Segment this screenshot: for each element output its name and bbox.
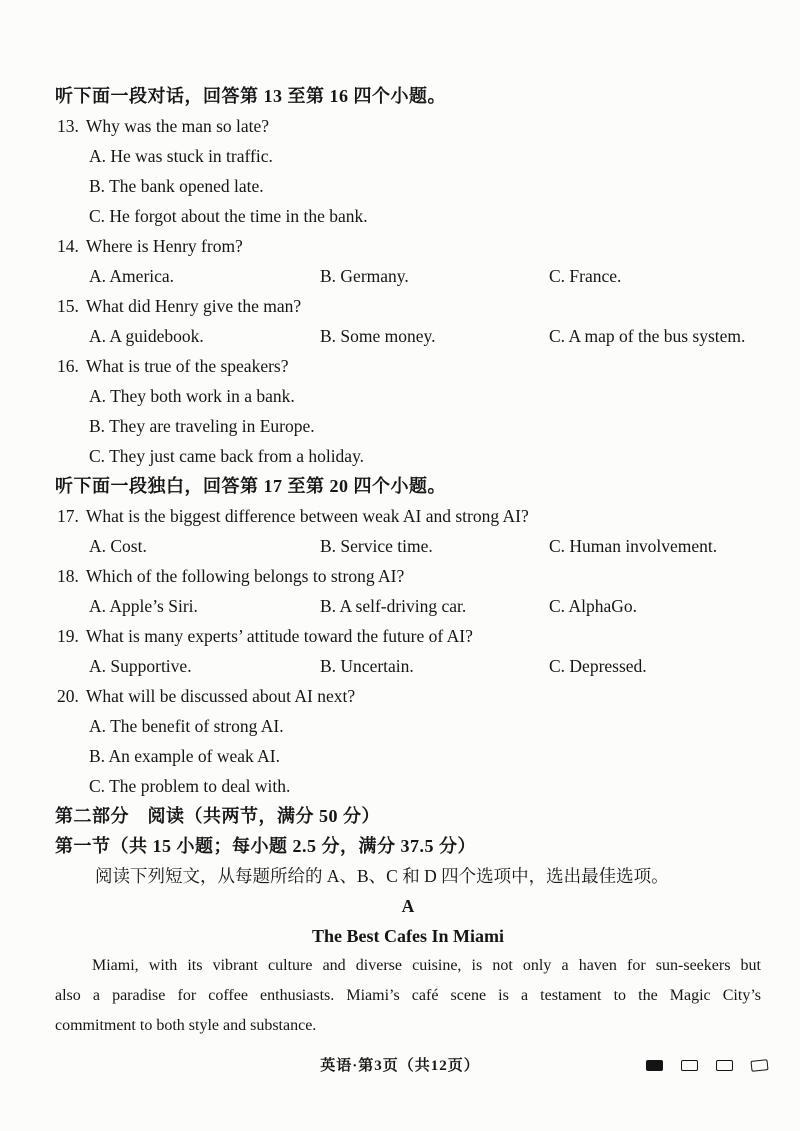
question-13-option-c: C. He forgot about the time in the bank. — [89, 206, 368, 226]
question-20-option-b: B. An example of weak AI. — [89, 746, 280, 766]
question-18-option-a: A. Apple’s Siri. — [89, 596, 198, 616]
passage-label: A — [401, 896, 415, 916]
part-two-header: 第二部分 阅读（共两节，满分 50 分） — [55, 806, 380, 826]
question-15-options — [55, 321, 761, 351]
page-number-label: 英语·第3页（共12页） — [320, 1058, 480, 1074]
reading-instruction: 阅读下列短文，从每题所给的 A、B、C 和 D 四个选项中，选出最佳选项。 — [95, 866, 669, 886]
question-14-option-c: C. France. — [549, 266, 622, 286]
question-19-text: What is many experts’ attitude toward the future of AI? — [85, 626, 473, 646]
question-20-text: What will be discussed about AI next? — [85, 686, 356, 706]
question-17-number: 17. — [57, 506, 79, 526]
question-16-number: 16. — [57, 356, 79, 376]
question-14 — [55, 231, 761, 261]
question-18-option-b: B. A self-driving car. — [320, 596, 467, 616]
passage-line-3: commitment to both style and substance. — [55, 1017, 317, 1034]
page-footer — [0, 1051, 800, 1081]
passage-line-1: Miami, with its vibrant culture and diverse cuisine, is not only a haven for sun-seekers but — [92, 957, 761, 974]
question-15-text: What did Henry give the man? — [85, 296, 302, 316]
question-20-number: 20. — [57, 686, 79, 706]
question-16-text: What is true of the speakers? — [85, 356, 289, 376]
section-one-header: 第一节（共 15 小题；每小题 2.5 分，满分 37.5 分） — [55, 836, 476, 856]
print-mark-outline-icon — [750, 1059, 768, 1072]
question-18 — [55, 561, 761, 591]
question-19-option-a: A. Supportive. — [89, 656, 192, 676]
question-20 — [55, 681, 761, 711]
question-17 — [55, 501, 761, 531]
question-17-option-c: C. Human involvement. — [549, 536, 718, 556]
question-13 — [55, 111, 761, 141]
question-19-option-b: B. Uncertain. — [320, 656, 414, 676]
question-19-options — [55, 651, 761, 681]
question-15 — [55, 291, 761, 321]
question-15-option-c: C. A map of the bus system. — [549, 326, 746, 346]
print-marks — [646, 1060, 768, 1071]
exam-content — [55, 81, 761, 1041]
question-13-text: Why was the man so late? — [85, 116, 270, 136]
question-19-option-c: C. Depressed. — [549, 656, 647, 676]
question-13-number: 13. — [57, 116, 79, 136]
question-15-option-a: A. A guidebook. — [89, 326, 204, 346]
question-19 — [55, 621, 761, 651]
question-15-option-b: B. Some money. — [320, 326, 436, 346]
question-16-option-c: C. They just came back from a holiday. — [89, 446, 365, 466]
listening-monolog-header: 听下面一段独白，回答第 17 至第 20 四个小题。 — [55, 476, 446, 496]
print-mark-outline-icon — [681, 1060, 698, 1071]
question-18-number: 18. — [57, 566, 79, 586]
question-17-option-a: A. Cost. — [89, 536, 147, 556]
question-19-number: 19. — [57, 626, 79, 646]
question-14-options — [55, 261, 761, 291]
question-13-option-a: A. He was stuck in traffic. — [89, 146, 273, 166]
question-16-option-a: A. They both work in a bank. — [89, 386, 295, 406]
question-18-options — [55, 591, 761, 621]
question-20-option-c: C. The problem to deal with. — [89, 776, 291, 796]
question-13-option-b: B. The bank opened late. — [89, 176, 264, 196]
question-17-options — [55, 531, 761, 561]
question-14-text: Where is Henry from? — [85, 236, 243, 256]
question-17-option-b: B. Service time. — [320, 536, 433, 556]
question-18-option-c: C. AlphaGo. — [549, 596, 637, 616]
question-14-option-a: A. America. — [89, 266, 175, 286]
passage-title: The Best Cafes In Miami — [312, 926, 504, 946]
question-16-option-b: B. They are traveling in Europe. — [89, 416, 315, 436]
listening-dialog-header: 听下面一段对话，回答第 13 至第 16 四个小题。 — [55, 86, 446, 106]
print-mark-outline-icon — [716, 1060, 733, 1071]
question-20-option-a: A. The benefit of strong AI. — [89, 716, 284, 736]
question-14-option-b: B. Germany. — [320, 266, 409, 286]
print-mark-filled-icon — [646, 1060, 663, 1071]
question-14-number: 14. — [57, 236, 79, 256]
question-17-text: What is the biggest difference between weak AI and strong AI? — [85, 506, 529, 526]
question-18-text: Which of the following belongs to strong AI? — [85, 566, 405, 586]
passage-line-2: also a paradise for coffee enthusiasts. Miami’s café scene is a testament to the Magic City’s — [55, 987, 761, 1004]
question-16 — [55, 351, 761, 381]
question-15-number: 15. — [57, 296, 79, 316]
